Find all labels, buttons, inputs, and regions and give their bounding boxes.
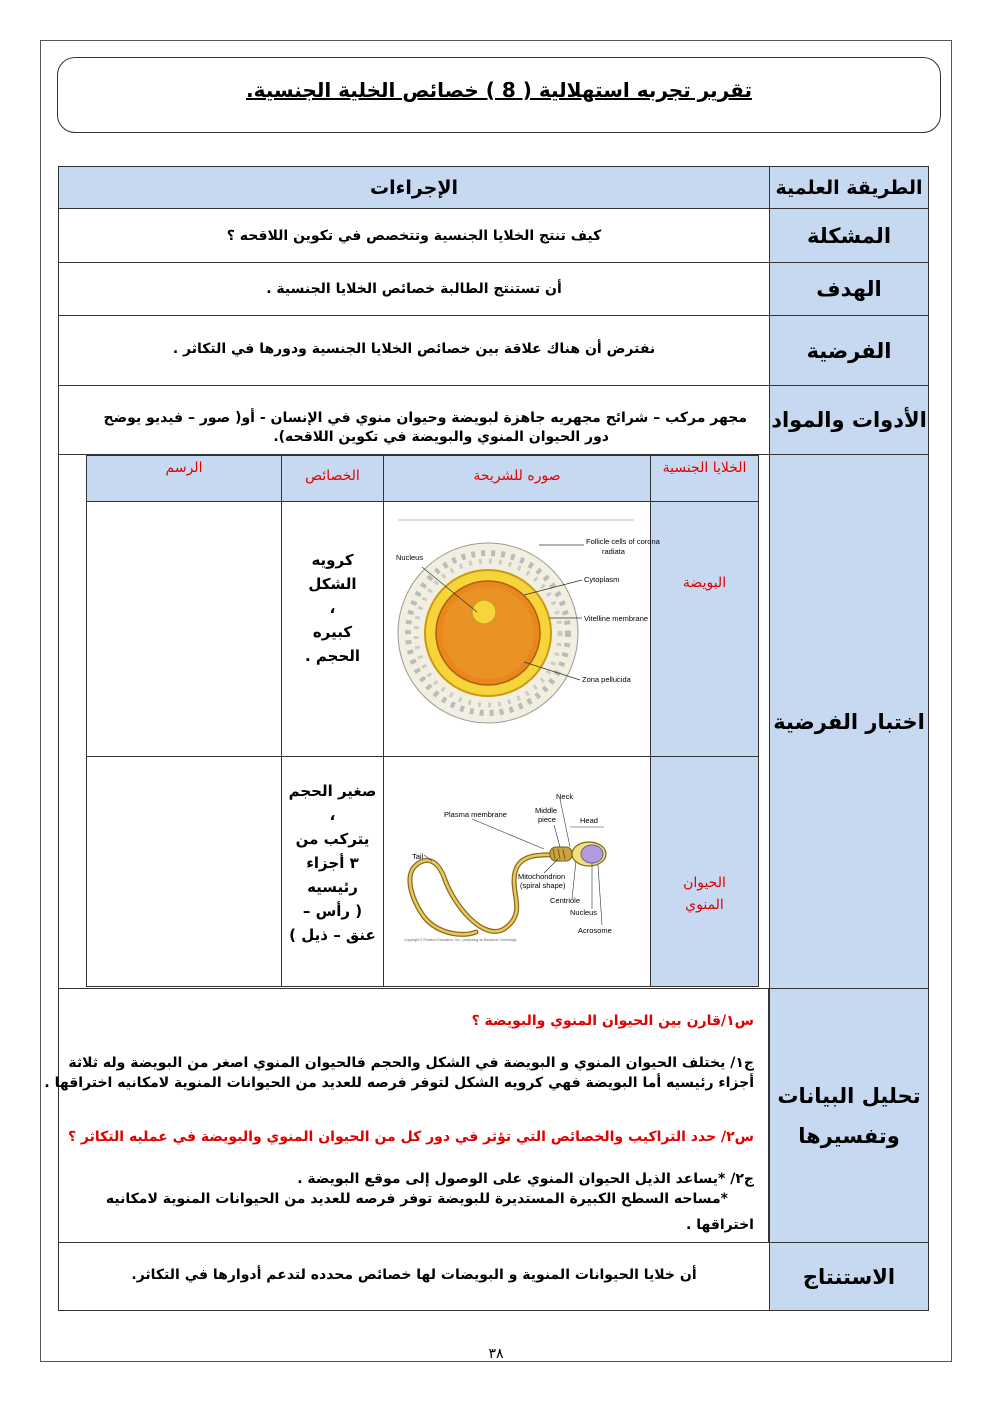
sperm-label-acrosome: Acrosome	[578, 926, 612, 935]
sperm-drawing-cell[interactable]	[86, 756, 282, 987]
sperm-label-centriole: Centriole	[550, 896, 581, 905]
sperm-prop-2: ،	[329, 806, 336, 824]
egg-label-zona: Zona pellucida	[582, 675, 631, 684]
sperm-label-midpiece-2: piece	[538, 815, 556, 824]
egg-drawing-cell[interactable]	[86, 501, 282, 757]
title-box	[57, 57, 941, 133]
analysis-a1-line-2: أجزاء رئيسيه أما البويضة فهي كرويه الشكل لتوفر فرصه للعديد من الحيوانات المنوية لامكانيه اختراقها .	[44, 1075, 754, 1091]
inner-header-cells: الخلايا الجنسية	[650, 455, 759, 502]
egg-label-follicle-1: Follicle cells of corona	[586, 537, 660, 546]
egg-name: البويضة	[650, 501, 759, 757]
materials-label: الأدوات والمواد	[769, 385, 929, 455]
analysis-q2: س٢/ حدد التراكيب والخصائص التي تؤثر في دور كل من الحيوان المنوي والبويضة في عمليه التكاثر ؟	[67, 1129, 754, 1145]
sperm-copyright: Copyright © Pearson Education, Inc., publishing as Benjamin Cummings.	[404, 938, 518, 942]
analysis-label	[769, 988, 929, 1243]
analysis-q1: س١/قارن بين الحيوان المنوي والبويضة ؟	[471, 1013, 754, 1029]
egg-prop-2: ،	[329, 599, 336, 617]
analysis-label-line-1: تحليل البيانات	[777, 1083, 921, 1108]
test-label: اختبار الفرضية	[769, 454, 929, 989]
analysis-a1-line-1: ج١/ يختلف الحيوان المنوي و البويضة في الشكل والحجم فالحيوان المنوي اصغر من البويضة وله ثلاثة	[68, 1055, 754, 1071]
analysis-a2-line-1: ج٢/ *يساعد الذيل الحيوان المنوي على الوصول إلى موقع البويضة .	[297, 1171, 754, 1187]
egg-label-follicle-2: radiata	[602, 547, 625, 556]
sperm-prop-7: عنق – ذيل )	[289, 926, 376, 944]
egg-label-vitelline: Vitelline membrane	[584, 614, 649, 623]
inner-header-slide: صوره للشريحة	[383, 455, 651, 502]
materials-line-2: دور الحيوان المنوي والبويضة في تكوين اللاقحه).	[273, 429, 609, 445]
sperm-properties	[281, 756, 384, 987]
analysis-label-line-2: وتفسيرها	[798, 1123, 900, 1148]
egg-prop-1: كرويه الشكل	[308, 551, 357, 593]
egg-image-cell	[383, 501, 660, 757]
egg-prop-4: الحجم .	[304, 647, 361, 665]
conclusion-text: أن خلايا الحيوانات المنوية و البويضات لها خصائص محدده لتدعم أدوارها في التكاثر.	[58, 1242, 770, 1311]
sperm-label-mito-2: (spiral shape)	[520, 881, 566, 890]
egg-prop-3: كبيره	[312, 623, 353, 641]
sperm-image-cell	[383, 756, 651, 987]
sperm-prop-3: يتركب من	[295, 830, 370, 848]
sperm-nucleus	[581, 845, 603, 863]
sperm-name-line-2: المنوي	[685, 896, 724, 913]
header-method: الطريقة العلمية	[769, 166, 929, 209]
sperm-label-plasma: Plasma membrane	[444, 810, 507, 819]
page-title: تقرير تجربه استهلالية ( 8 ) خصائص الخلية الجنسية.	[246, 78, 752, 102]
sperm-label-nucleus: Nucleus	[570, 908, 598, 917]
materials-cell	[58, 385, 770, 455]
problem-text: كيف تنتج الخلايا الجنسية وتتخصص في تكوين اللاقحه ؟	[58, 208, 770, 263]
sperm-tail	[410, 854, 570, 934]
header-procedures: الإجراءات	[58, 166, 770, 209]
goal-text: أن تستنتج الطالبة خصائص الخلايا الجنسية .	[58, 262, 770, 316]
inner-header-drawing: الرسم	[86, 455, 282, 502]
sperm-prop-6: ( رأس –	[302, 902, 363, 920]
sperm-name	[650, 756, 759, 987]
materials-line-1: مجهر مركب – شرائح مجهريه جاهزة لبويضة وحيوان منوي في الإنسان - أو( صور – فيديو يوضح	[103, 410, 747, 426]
inner-header-properties: الخصائص	[281, 455, 384, 502]
sperm-label-neck: Neck	[556, 792, 574, 801]
analysis-cell	[44, 988, 769, 1243]
sperm-name-line-1: الحيوان	[683, 874, 726, 891]
egg-diagram	[384, 502, 660, 756]
egg-label-cytoplasm: Cytoplasm	[584, 575, 620, 584]
egg-properties	[281, 501, 384, 757]
hypothesis-text: نفترض أن هناك علاقة بين خصائص الخلايا الجنسية ودورها في التكاثر .	[58, 315, 770, 386]
sperm-diagram	[384, 757, 650, 986]
goal-label: الهدف	[769, 262, 929, 316]
egg-label-nucleus: Nucleus	[396, 553, 424, 562]
analysis-a2-line-3: اختراقها .	[686, 1217, 754, 1233]
egg-nucleus	[472, 600, 496, 624]
sperm-prop-5: رئيسيه	[307, 878, 358, 896]
problem-label: المشكلة	[769, 208, 929, 263]
sperm-label-midpiece-1: Middle	[535, 806, 558, 815]
sperm-label-tail: Tail	[412, 852, 424, 861]
sperm-label-mito-1: Mitochondrion	[518, 872, 566, 881]
conclusion-label: الاستنتاج	[769, 1242, 929, 1311]
sperm-label-head: Head	[580, 816, 598, 825]
hypothesis-label: الفرضية	[769, 315, 929, 386]
page-number: ٣٨	[488, 1346, 504, 1362]
analysis-a2-line-2: *مساحه السطح الكبيرة المستديرة للبويضة توفر فرصه للعديد من الحيوانات المنوية لامكانيه	[105, 1191, 728, 1207]
sperm-prop-4: ٣ أجزاء	[306, 854, 359, 872]
sperm-prop-1: صغير الحجم	[288, 782, 377, 800]
